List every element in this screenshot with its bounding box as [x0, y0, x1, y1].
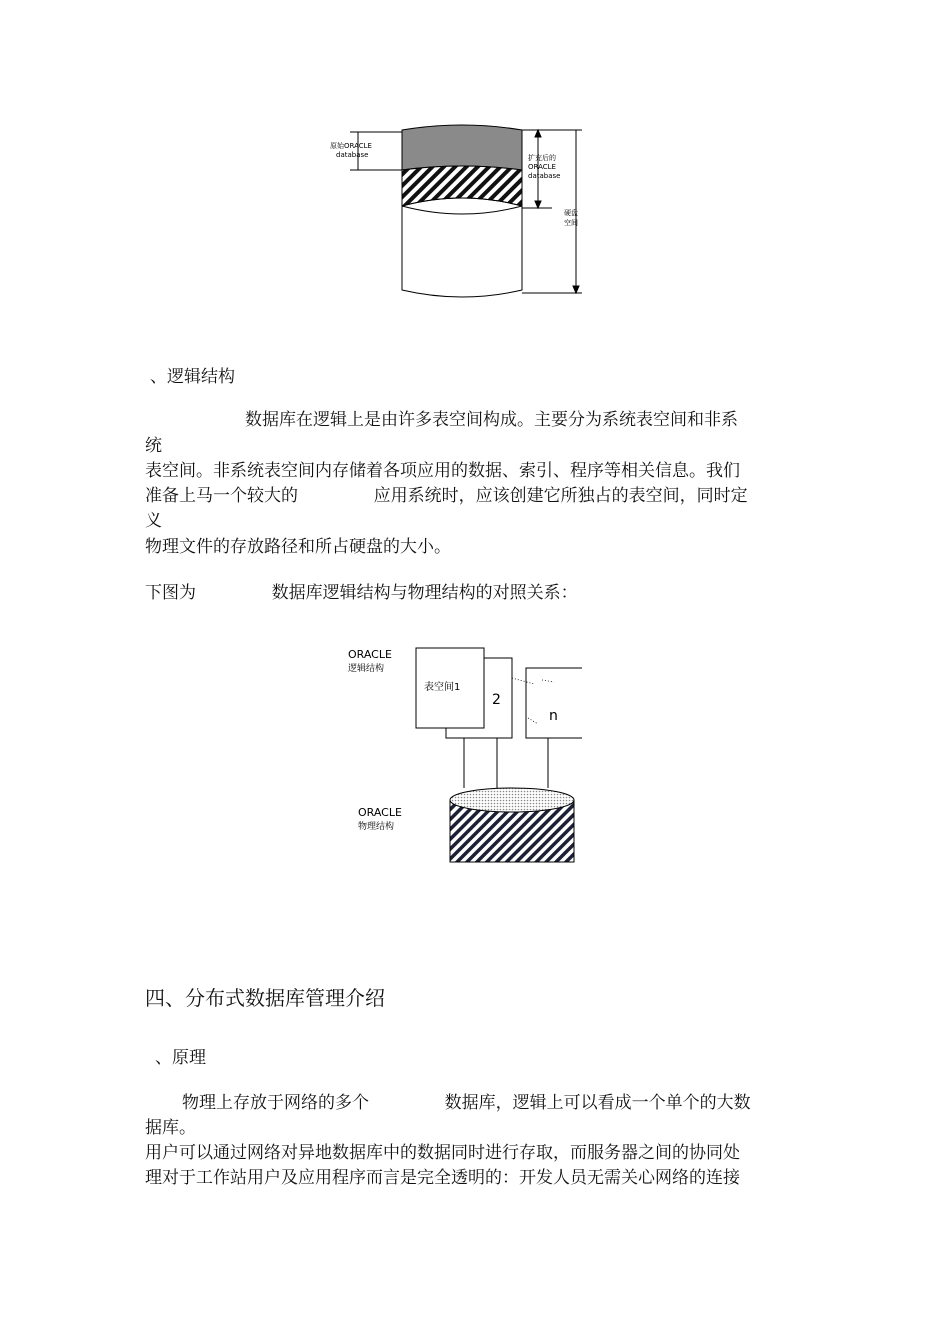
tablespace-n-box [526, 668, 582, 738]
principle-line-3: 用户可以通过网络对异地数据库中的数据同时进行存取，而服务器之间的协同处 [145, 1143, 740, 1163]
logical-physical-figure [340, 640, 600, 870]
logical-line-6: 物理文件的存放路径和所占硬盘的大小。 [145, 537, 451, 557]
principle-line-4: 理对于工作站用户及应用程序而言是完全透明的：开发人员无需关心网络的连接 [145, 1168, 740, 1188]
figure-caption: 下图为 数据库逻辑结构与物理结构的对照关系： [145, 583, 578, 603]
logical-line-4: 准备上马一个较大的 应用系统时，应该创建它所独占的表空间，同时定 [145, 486, 748, 506]
physical-cylinder [450, 788, 574, 862]
tablespace-1-label: 表空间1 [424, 682, 461, 693]
principle-line-1: 物理上存放于网络的多个 数据库，逻辑上可以看成一个单个的大数 [182, 1093, 751, 1113]
connector-lines [464, 738, 548, 788]
logical-line-3: 表空间。非系统表空间内存储着各项应用的数据、索引、程序等相关信息。我们 [145, 461, 740, 481]
tablespace-2-label: 2 [492, 692, 501, 708]
tablespace-n-label: n [549, 708, 558, 724]
section-subheading-principle: 、原理 [155, 1048, 206, 1068]
expanded-label: 扩充后的 ORACLE database [528, 154, 561, 180]
original-label: 原始ORACLE database [330, 142, 372, 159]
database-expansion-figure [320, 118, 600, 308]
logical-line-5: 义 [145, 511, 162, 531]
free-space-label: 硬盘 空间 [564, 209, 578, 227]
physical-label: ORACLE 物理结构 [358, 806, 402, 832]
section-heading-distributed: 四、分布式数据库管理介绍 [145, 986, 385, 1010]
section-heading-logical: 、逻辑结构 [150, 367, 235, 387]
principle-line-2: 据库。 [145, 1118, 196, 1138]
logical-line-1: 数据库在逻辑上是由许多表空间构成。主要分为系统表空间和非系 [245, 410, 738, 430]
cylinder [402, 125, 522, 297]
logical-label: ORACLE 逻辑结构 [348, 648, 392, 674]
logical-line-2: 统 [145, 436, 162, 456]
